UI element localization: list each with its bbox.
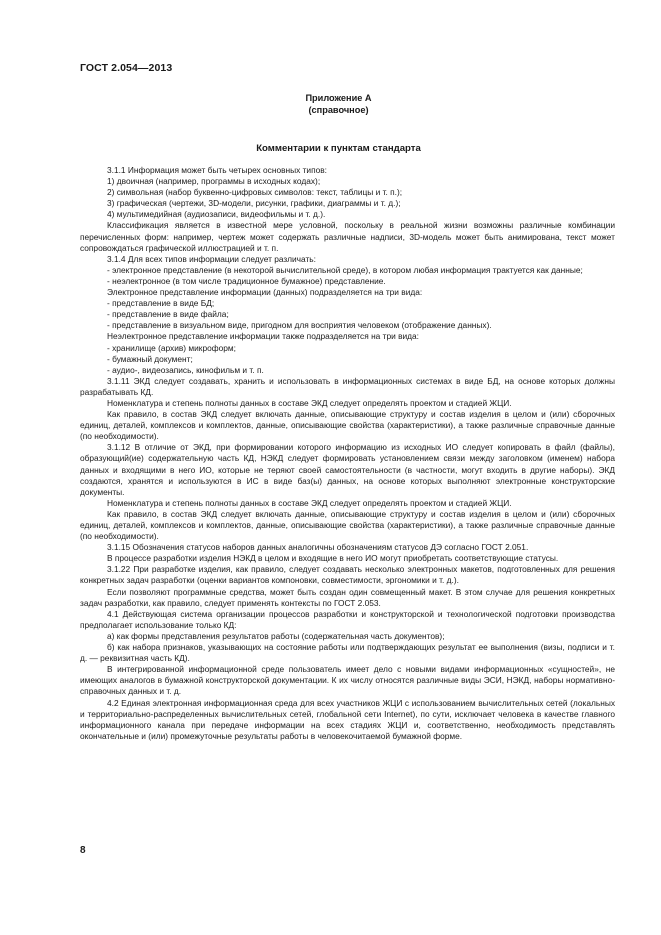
paragraph: - представление в визуальном виде, пригодном для восприятия человеком (отображение данных). <box>107 320 492 331</box>
paragraph: 4.1 Действующая система организации процессов разработки и конструкторской и технологической подготовки производства предполагает использование только КД: <box>80 608 615 630</box>
paragraph: 3.1.1 Информация может быть четырех основных типов: <box>107 165 328 175</box>
paragraph: б) как набора признаков, указывающих на состояние работы или подтверждающих результат ее выполнения (визы, подписи и т. д. — реквизитная часть КД). <box>80 642 615 664</box>
paragraph: 3.1.12 В отличие от ЭКД, при формировании которого информацию из исходных ИО следует копировать в файл (файлы), образующий(ие) содержательную часть КД, НЭКД следует формировать установлением связи между заголовком (именем) набора данных и входящими в него ИО, которые не теряют своей самостоятельности (в частности, могут входить в другие наборы). ЭКД создаются, хранятся и используются в ИС в виде баз(ы) данных, на основе которых выполняют электронные конструкторские документы. <box>80 442 615 497</box>
paragraph: 4) мультимедийная (аудиозаписи, видеофильмы и т. д.). <box>107 209 326 220</box>
paragraph: 4.2 Единая электронная информационная среда для всех участников ЖЦИ с использованием вычислительных сетей (локальных и территориально-распределенных вычислительных сетей, глобальной сети Internet), по сути, исключает человека в качестве главного информационного канала при передаче информации на всех стадиях ЖЦИ и, соответственно, необходимость представлять окончательные и (или) промежуточные результаты работы в человекочитаемой бумажной форме. <box>80 697 615 741</box>
paragraph: Если позволяют программные средства, может быть создан один совмещенный макет. В этом случае для решения конкретных задач разработки, как правило, следует применять контексты по ГОСТ 2.053. <box>80 586 615 608</box>
paragraph: - бумажный документ; <box>107 353 193 364</box>
paragraph: - аудио-, видеозапись, кинофильм и т. п. <box>107 364 264 375</box>
paragraph: - представление в виде файла; <box>107 309 229 320</box>
paragraph: 3.1.4 Для всех типов информации следует различать: <box>107 253 316 264</box>
paragraph: Классификация является в известной мере условной, поскольку в реальной жизни возможны различные комбинации перечисленных форм: например, чертеж может содержать различные надписи, 3D-модель может быть анимирована, текст может сопровождаться графической иллюстрацией и т. п. <box>80 220 615 253</box>
paragraph: Номенклатура и степень полноты данных в составе ЭКД следует определять проектом и стадией ЖЦИ. <box>107 497 512 508</box>
document-header: ГОСТ 2.054—2013 <box>80 62 173 74</box>
paragraph: 3) графическая (чертежи, 3D-модели, рисунки, графики, диаграммы и т. д.); <box>107 198 401 209</box>
section-title: Комментарии к пунктам стандарта <box>256 143 421 154</box>
paragraph: В процессе разработки изделия НЭКД в целом и входящие в него ИО могут приобретать соответствующие статусы. <box>107 553 559 564</box>
page-number: 8 <box>80 845 86 856</box>
paragraph: - неэлектронное (в том числе традиционное бумажное) представление. <box>107 275 386 286</box>
paragraph: 1) двоичная (например, программы в исходных кодах); <box>107 176 321 187</box>
paragraph: Неэлектронное представление информации также подразделяется на три вида: <box>107 331 419 342</box>
paragraph: Как правило, в состав ЭКД следует включать данные, описывающие структуру и состав изделия в целом и (или) сборочных единиц, деталей, комплексов и комплектов, данные, описывающие свойства (характеристики), а также различные справочные данные (по необходимости). <box>80 409 615 442</box>
appendix-subtitle: (справочное) <box>308 105 369 115</box>
body-text <box>80 165 615 742</box>
paragraph: В интегрированной информационной среде пользователь имеет дело с новыми видами информационных «сущностей», не имеющих аналогов в бумажной конструкторской документации. К их числу относятся различные виды ЭСИ, НЭКД, наборы нормативно-справочных данных и т. д. <box>80 664 615 697</box>
paragraph: 2) символьная (набор буквенно-цифровых символов: текст, таблицы и т. п.); <box>107 187 403 198</box>
paragraph: Номенклатура и степень полноты данных в составе ЭКД следует определять проектом и стадией ЖЦИ. <box>107 397 512 408</box>
paragraph: Электронное представление информации (данных) подразделяется на три вида: <box>107 287 423 298</box>
paragraph: Как правило, в состав ЭКД следует включать данные, описывающие структуру и состав изделия в целом и (или) сборочных единиц, деталей, комплексов и комплектов, данные, описывающие свойства (характеристики), а также различные справочные данные (по необходимости). <box>80 508 615 542</box>
paragraph: - представление в виде БД; <box>107 298 215 309</box>
appendix-heading <box>0 92 661 116</box>
paragraph: а) как формы представления результатов работы (содержательная часть документов); <box>107 630 445 641</box>
appendix-title: Приложение А <box>305 93 372 103</box>
paragraph: - электронное представление (в некоторой вычислительной среде), в котором любая информация трактуется как данные; <box>107 264 583 275</box>
paragraph: 3.1.11 ЭКД следует создавать, хранить и использовать в информационных системах в виде БД, на основе которых должны разрабатывать КД. <box>80 375 615 397</box>
paragraph: - хранилище (архив) микроформ; <box>107 342 236 353</box>
paragraph: 3.1.15 Обозначения статусов наборов данных аналогичны обозначениям статусов ДЭ согласно ГОСТ 2.051. <box>107 542 529 553</box>
paragraph: 3.1.22 При разработке изделия, как правило, следует создавать несколько электронных макетов, подготовленных для решения конкретных задач разработки (оценки вариантов компоновки, совместимости, эргономики и т. д.). <box>80 564 615 586</box>
